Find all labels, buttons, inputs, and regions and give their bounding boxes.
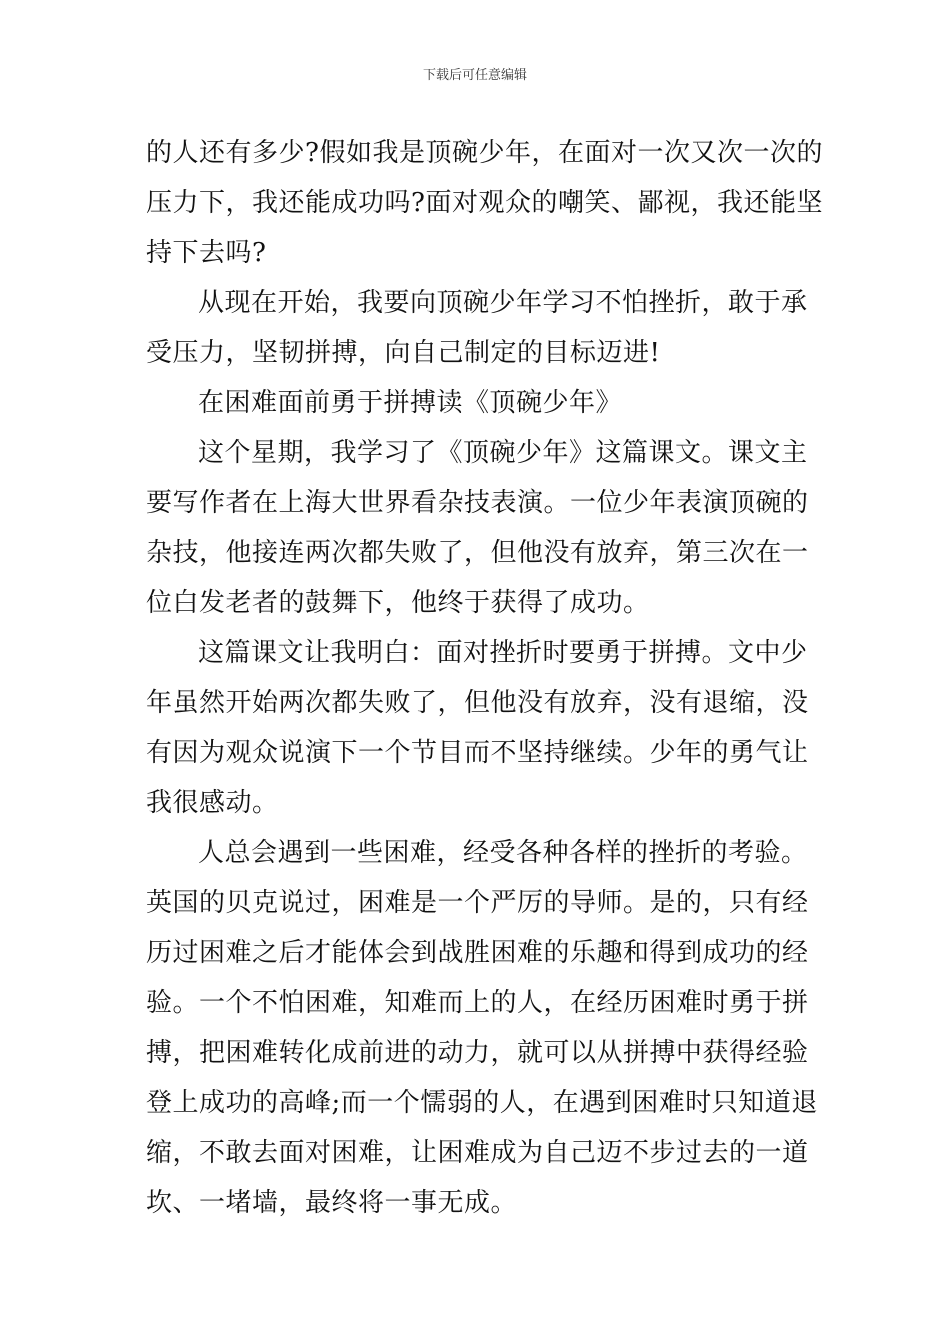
text-line: 人总会遇到一些困难，经受各种各样的挫折的考验。 [198, 838, 808, 868]
page-header: 下载后可任意编辑 [422, 68, 527, 83]
text-line: 缩，不敢去面对困难，让困难成为自己迈不步过去的一道 [146, 1138, 809, 1168]
text-line: 验。一个不怕困难，知难而上的人，在经历困难时勇于拼 [146, 988, 809, 1018]
text-line: 在困难面前勇于拼搏读《顶碗少年》 [198, 388, 623, 418]
text-line: 这篇课文让我明白：面对挫折时要勇于拼搏。文中少 [198, 638, 808, 668]
text-line: 持下去吗? [146, 238, 267, 268]
text-line: 杂技，他接连两次都失败了，但他没有放弃，第三次在一 [146, 538, 809, 568]
text-line: 这个星期，我学习了《顶碗少年》这篇课文。课文主 [198, 438, 808, 468]
text-line: 有因为观众说演下一个节目而不坚持继续。少年的勇气让 [146, 738, 809, 768]
text-line: 受压力，坚韧拼搏，向自己制定的目标迈进! [146, 338, 661, 368]
text-line: 年虽然开始两次都失败了，但他没有放弃，没有退缩，没 [146, 688, 809, 718]
text-line: 要写作者在上海大世界看杂技表演。一位少年表演顶碗的 [146, 488, 809, 518]
text-line: 压力下，我还能成功吗?面对观众的嘲笑、鄙视，我还能坚 [146, 188, 823, 218]
text-line: 位白发老者的鼓舞下，他终于获得了成功。 [146, 588, 650, 618]
text-line: 坎、一堵墙，最终将一事无成。 [146, 1188, 518, 1218]
document-body [146, 128, 823, 1228]
text-line: 搏，把困难转化成前进的动力，就可以从拼搏中获得经验 [146, 1038, 809, 1068]
text-line: 从现在开始，我要向顶碗少年学习不怕挫折，敢于承 [198, 288, 808, 318]
text-line: 登上成功的高峰;而一个懦弱的人，在遇到困难时只知道退 [146, 1088, 818, 1118]
text-line: 我很感动。 [146, 788, 279, 818]
text-line: 历过困难之后才能体会到战胜困难的乐趣和得到成功的经 [146, 938, 809, 968]
text-line: 的人还有多少?假如我是顶碗少年，在面对一次又次一次的 [146, 138, 823, 168]
text-line: 英国的贝克说过，困难是一个严厉的导师。是的，只有经 [146, 888, 809, 918]
